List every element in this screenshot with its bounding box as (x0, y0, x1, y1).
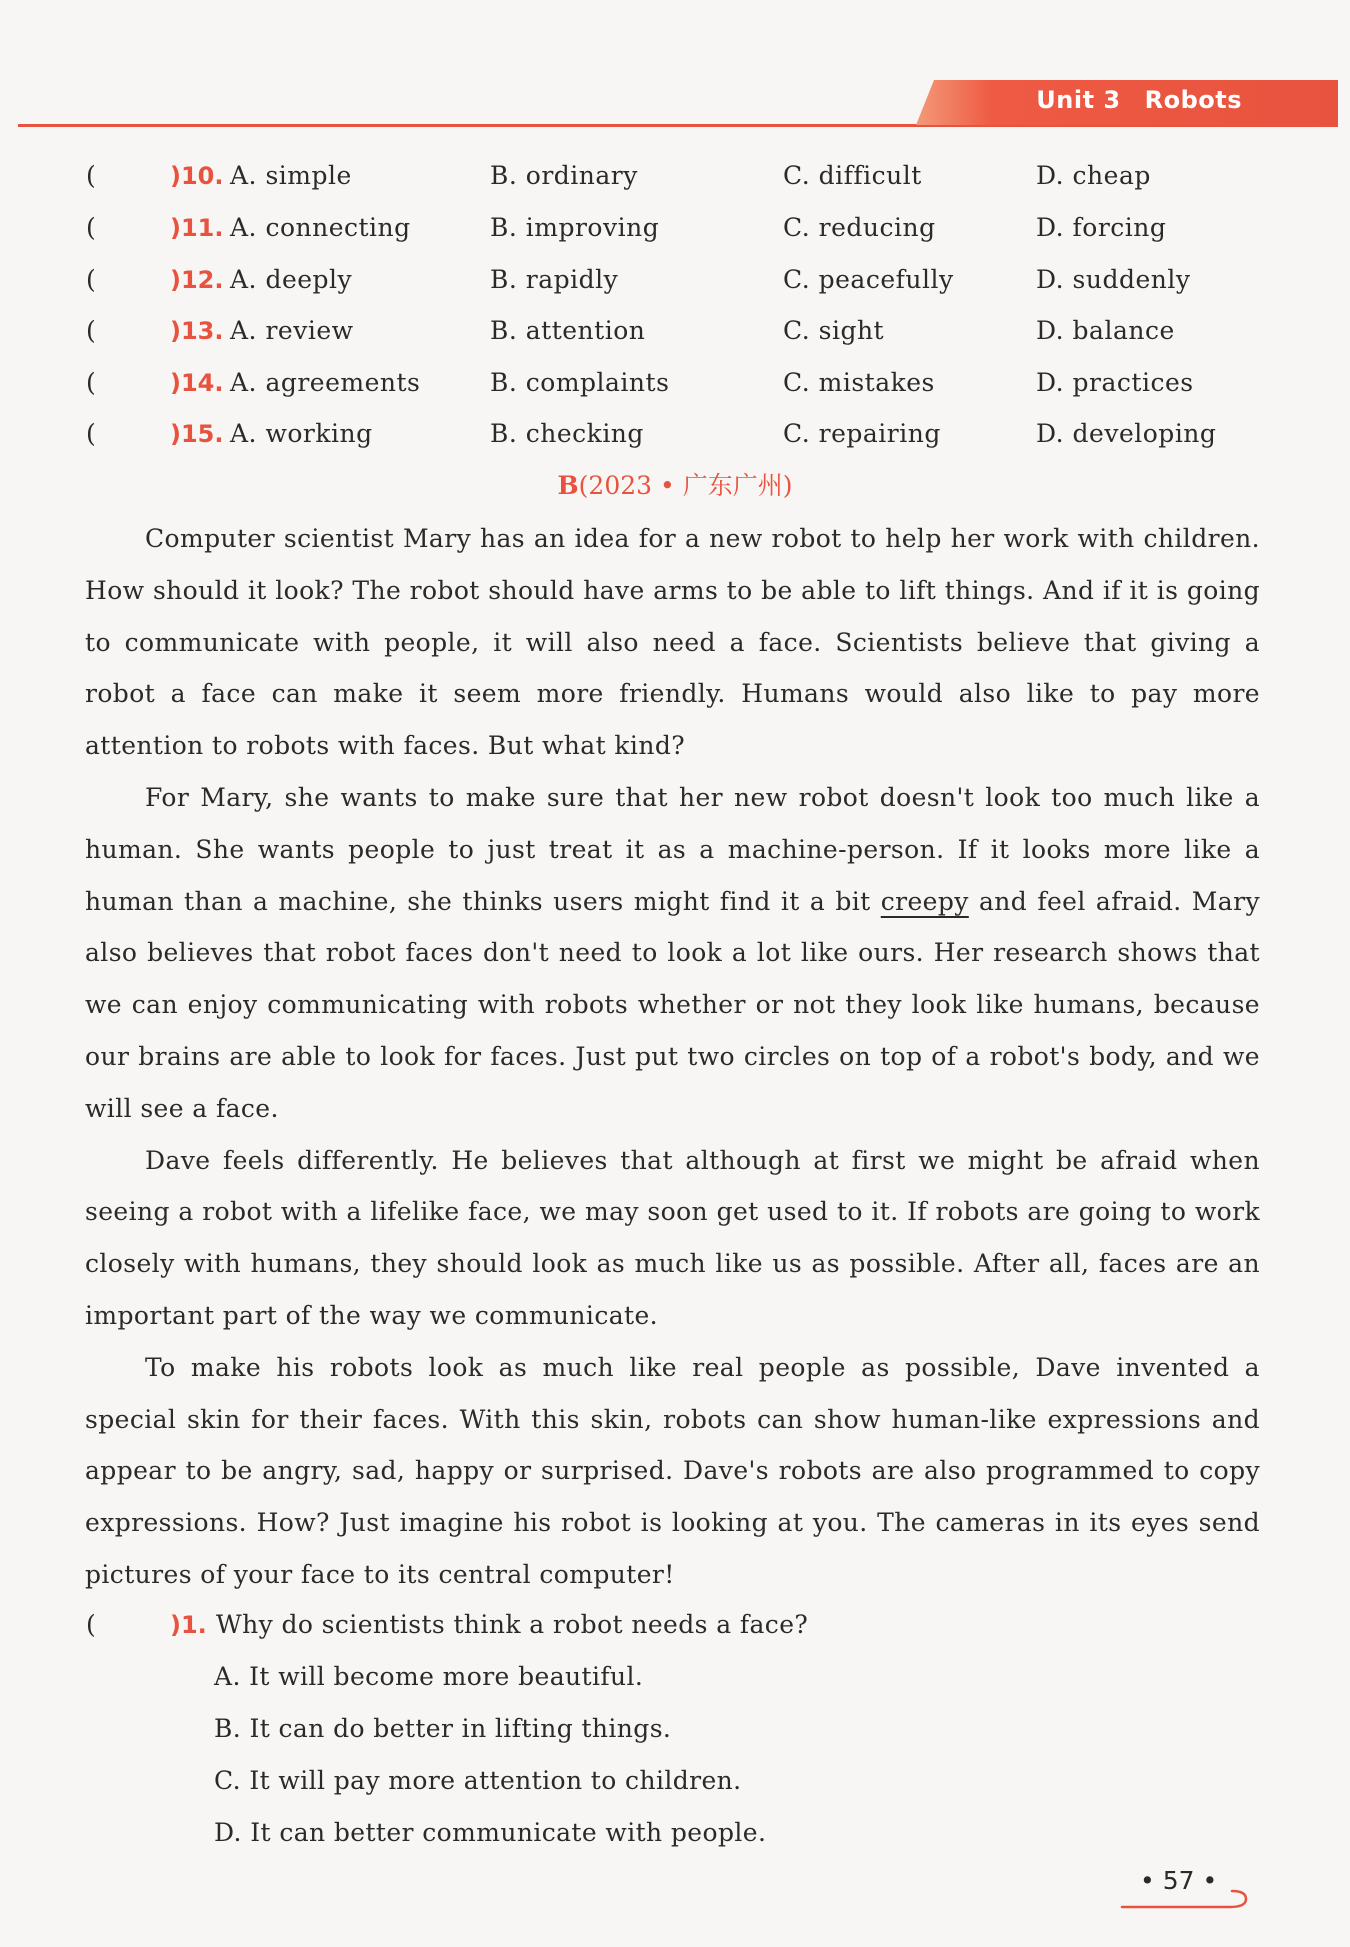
question-number: )11. (170, 214, 224, 242)
passage-paragraph-3: Dave feels differently. He believes that although at first we might be afraid when seeing a robot with a lifelike face, we may soon get used to it. If robots are going to work closely with humans, they should look as much like us as possible. After all, faces are an important part of the way we communicate. (85, 1145, 1260, 1330)
question-number: )12. (170, 266, 224, 294)
option-b: B. ordinary (490, 161, 638, 190)
answer-blank-open[interactable]: ( (86, 419, 96, 448)
paragraph-text: For Mary, she wants to make sure that her new robot doesn't look too much like a human. She wants people to just treat it as a machine-person. If it looks more like a human than a machine, she thinks users might find it a bit (85, 782, 1260, 916)
option-d: D. developing (1036, 419, 1217, 448)
option-a: A. deeply (230, 265, 353, 294)
option-b: B. improving (490, 213, 660, 242)
unit-header (1036, 86, 1242, 114)
option-b: B. complaints (490, 368, 670, 397)
option-b: B. rapidly (490, 265, 619, 294)
option-a: A. simple (230, 161, 352, 190)
option-c: C. sight (783, 316, 885, 345)
page-corner-decoration (1120, 1880, 1254, 1910)
option-c: C. reducing (783, 213, 936, 242)
question-stem: Why do scientists think a robot needs a face? (216, 1610, 809, 1639)
answer-blank-open[interactable]: ( (86, 368, 96, 397)
unit-label: Unit 3 (1036, 86, 1121, 114)
paragraph-text: and feel afraid. Mary also believes that robot faces don't need to look a lot like ours. Her research shows that we can enjoy communicating with robots whether or not they look like humans, because our brains are able to look for faces. Just put two circles on top of a robot's body, and we will see a face. (85, 886, 1260, 1123)
question-number: )1. (170, 1611, 207, 1639)
option-d: D. suddenly (1036, 265, 1191, 294)
option-d: D. forcing (1036, 213, 1167, 242)
option-a: A. working (230, 419, 373, 448)
question-option-b: B. It can do better in lifting things. (214, 1714, 672, 1743)
option-b: B. attention (490, 316, 646, 345)
answer-blank-open[interactable]: ( (86, 1610, 96, 1639)
question-number: )14. (170, 369, 224, 397)
option-a: A. connecting (230, 213, 411, 242)
option-c: C. peacefully (783, 265, 954, 294)
page-number: • 57 • (1140, 1866, 1218, 1895)
section-source: (2023 • 广东广州) (578, 471, 793, 500)
answer-blank-open[interactable]: ( (86, 316, 96, 345)
passage-paragraph-4: To make his robots look as much like real people as possible, Dave invented a special skin for their faces. With this skin, robots can show human-like expressions and appear to be angry, sad, happy or surprised. Dave's robots are also programmed to copy expressions. How? Just imagine his robot is looking at you. The cameras in its eyes send pictures of your face to its central computer! (85, 1352, 1260, 1589)
section-letter: B (557, 471, 579, 500)
answer-blank-open[interactable]: ( (86, 161, 96, 190)
question-number: )10. (170, 162, 224, 190)
unit-title: Robots (1144, 86, 1242, 114)
section-title (0, 466, 1350, 506)
option-d: D. cheap (1036, 161, 1151, 190)
option-c: C. mistakes (783, 368, 935, 397)
question-option-a: A. It will become more beautiful. (214, 1662, 644, 1691)
question-number: )15. (170, 420, 224, 448)
question-option-c: C. It will pay more attention to children. (214, 1766, 742, 1795)
answer-blank-open[interactable]: ( (86, 265, 96, 294)
option-c: C. repairing (783, 419, 941, 448)
question-option-d: D. It can better communicate with people. (214, 1818, 767, 1847)
passage-paragraph-2 (85, 772, 1260, 1135)
answer-blank-open[interactable]: ( (86, 213, 96, 242)
option-c: C. difficult (783, 161, 922, 190)
underlined-word: creepy (880, 886, 969, 916)
option-b: B. checking (490, 419, 644, 448)
option-d: D. balance (1036, 316, 1175, 345)
reading-passage (85, 513, 1260, 1601)
option-a: A. review (230, 316, 354, 345)
question-number: )13. (170, 317, 224, 345)
passage-paragraph-1: Computer scientist Mary has an idea for a new robot to help her work with children. How should it look? The robot should have arms to be able to lift things. And if it is going to communicate with people, it will also need a face. Scientists believe that giving a robot a face can make it seem more friendly. Humans would also like to pay more attention to robots with faces. But what kind? (85, 524, 1260, 761)
option-a: A. agreements (230, 368, 421, 397)
option-d: D. practices (1036, 368, 1194, 397)
